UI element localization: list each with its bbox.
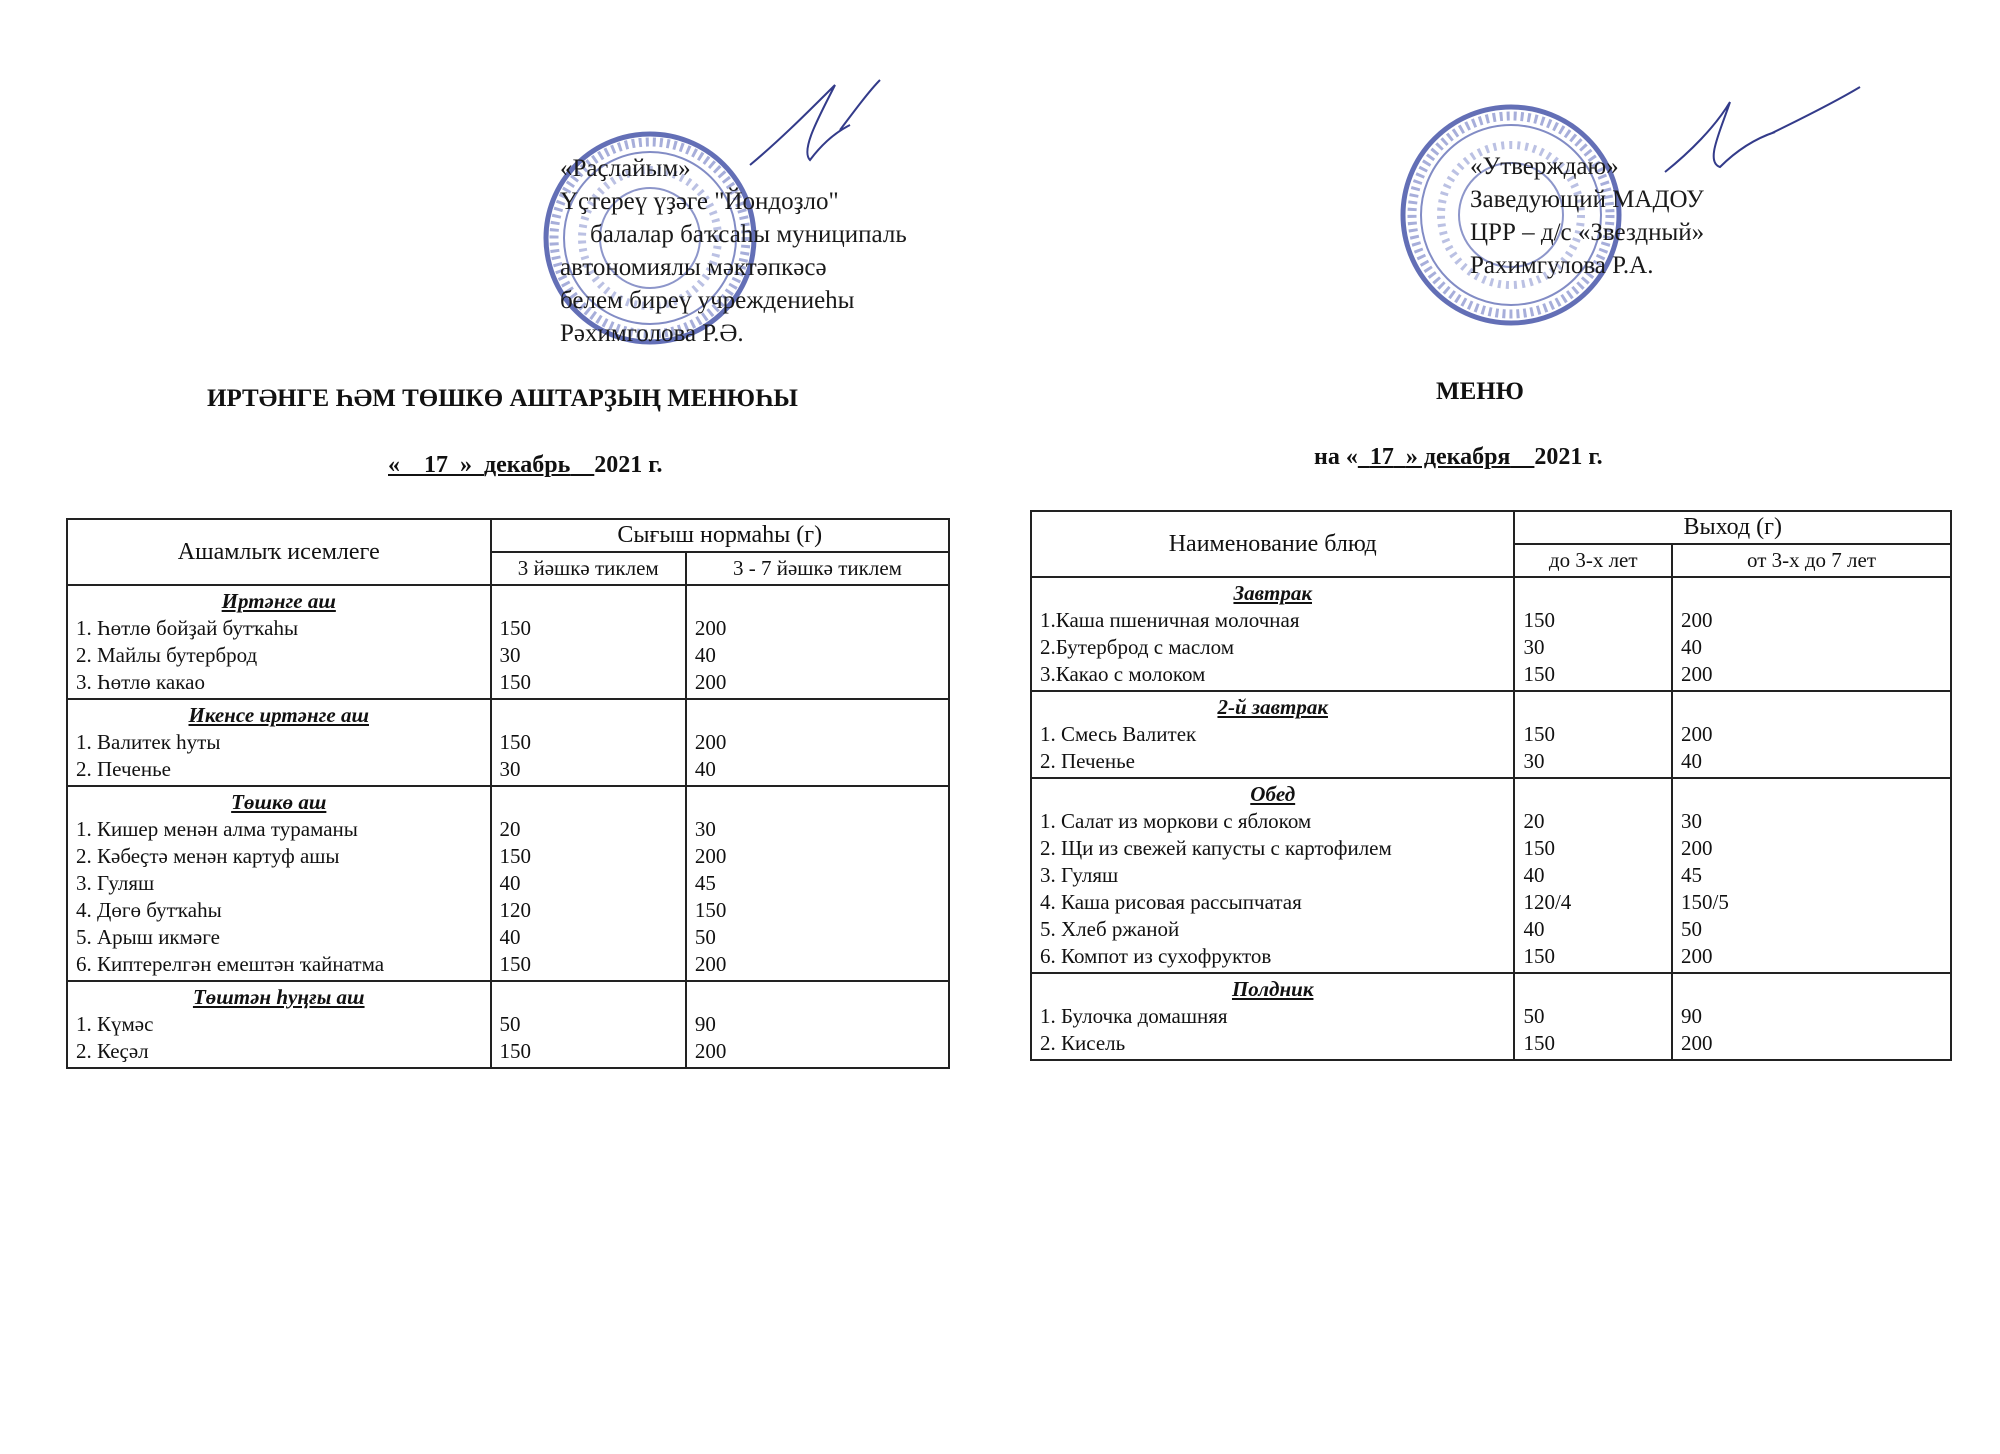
portion-value: 150 (499, 730, 531, 754)
portion-value: 200 (1681, 1031, 1713, 1055)
spacer (500, 789, 677, 816)
meal-dishes-cell (1031, 778, 1514, 973)
dish-item: 1. Кишер менән алма тураманы (76, 817, 358, 841)
menu-date-bashkir (388, 452, 663, 479)
spacer (500, 702, 677, 729)
spacer (500, 588, 677, 615)
portion-age1-cell (491, 981, 686, 1068)
portion-value: 40 (1681, 749, 1702, 773)
approval-line: белем биреү учреждениеһы (560, 287, 855, 314)
approval-line: автономиялы мәктәпкәсә (560, 254, 827, 281)
spacer (1681, 580, 1942, 607)
approval-block-bashkir (560, 152, 907, 350)
dish-item: 2. Майлы бутерброд (76, 643, 258, 667)
portion-value: 40 (1681, 635, 1702, 659)
header-age1: 3 йәшкә тиклем (491, 552, 686, 585)
portion-age1-cell (1514, 577, 1672, 691)
menu-rows (1031, 577, 1951, 1060)
portion-value: 200 (694, 730, 727, 754)
meal-dishes-cell (1031, 577, 1514, 691)
portion-value: 150 (1523, 662, 1555, 686)
dish-item: 1.Каша пшеничная молочная (1040, 608, 1300, 632)
portion-value: 150/5 (1681, 890, 1729, 914)
portion-value: 150 (499, 616, 531, 640)
menu-table-russian (1030, 510, 1952, 1061)
date-prefix: « (388, 452, 400, 478)
portion-value: 50 (1523, 1004, 1545, 1028)
dish-item: 2. Кисель (1040, 1031, 1126, 1055)
approval-block-russian (1470, 150, 1704, 282)
dish-item: 1. Булочка домашняя (1040, 1004, 1228, 1028)
menu-table-bashkir (66, 518, 950, 1069)
portion-value: 50 (1681, 917, 1702, 941)
spacer (695, 789, 940, 816)
portion-value: 30 (499, 757, 521, 781)
spacer (695, 702, 940, 729)
portion-age1-cell (1514, 973, 1672, 1060)
menu-title-bashkir: ИРТӘНГЕ ҺӘМ ТӨШКӨ АШТАРҘЫҢ МЕНЮҺЫ (207, 385, 798, 412)
portion-value: 30 (1681, 809, 1702, 833)
portion-value: 50 (694, 925, 716, 949)
portion-value: 150 (499, 952, 531, 976)
menu-date-russian (1314, 444, 1603, 471)
dish-item: 5. Арыш икмәге (76, 925, 220, 949)
portion-value: 40 (499, 871, 521, 895)
portion-age2-cell (1672, 778, 1951, 973)
header-age2: от 3-х до 7 лет (1672, 544, 1951, 577)
header-output: Выход (г) (1514, 511, 1951, 544)
portion-value: 30 (1523, 635, 1545, 659)
spacer (1681, 694, 1942, 721)
portion-value: 50 (499, 1012, 521, 1036)
meal-dishes-cell (67, 981, 491, 1068)
portion-age2-cell (1672, 691, 1951, 778)
portion-value: 45 (1681, 863, 1702, 887)
meal-dishes-cell (67, 699, 491, 786)
meal-section-title: Иртәнге аш (221, 589, 336, 613)
meal-section-title: Төшкө аш (231, 790, 327, 814)
portion-value: 40 (694, 757, 716, 781)
portion-value: 30 (499, 643, 521, 667)
date-month: декабрь (484, 452, 571, 478)
portion-value: 40 (694, 643, 716, 667)
meal-section-title: Завтрак (1233, 581, 1312, 605)
approval-line: Рәхимголова Р.Ә. (560, 320, 744, 347)
meal-section-row (1031, 778, 1951, 973)
dish-item: 6. Киптерелгән емештән ҡайнатма (76, 952, 385, 976)
portion-value: 40 (1523, 917, 1545, 941)
portion-age1-cell (491, 699, 686, 786)
portion-age2-cell (1672, 973, 1951, 1060)
header-age2: 3 - 7 йәшкә тиклем (686, 552, 949, 585)
portion-value: 90 (1681, 1004, 1702, 1028)
meal-dishes-cell (67, 585, 491, 699)
dish-item: 6. Компот из сухофруктов (1040, 944, 1272, 968)
date-mid: » декабря (1405, 444, 1511, 470)
portion-value: 200 (694, 616, 727, 640)
dish-item: 2.Бутерброд с маслом (1040, 635, 1235, 659)
header-dish: Наименование блюд (1031, 511, 1514, 577)
spacer (1523, 580, 1663, 607)
approval-line: Рахимгулова Р.А. (1470, 252, 1654, 279)
portion-value: 200 (1681, 944, 1713, 968)
portion-value: 200 (1681, 722, 1713, 746)
portion-value: 150 (694, 898, 727, 922)
portion-value: 200 (694, 1039, 727, 1063)
spacer (695, 984, 940, 1011)
portion-value: 150 (499, 1039, 531, 1063)
portion-age1-cell (491, 585, 686, 699)
date-prefix: на « (1314, 444, 1358, 470)
meal-section-row (1031, 691, 1951, 778)
meal-section-row (1031, 577, 1951, 691)
portion-value: 200 (694, 952, 727, 976)
dish-item: 2. Печенье (1040, 749, 1135, 773)
spacer (1523, 976, 1663, 1003)
meal-section-row (1031, 973, 1951, 1060)
dish-item: 2. Кәбеҫтә менән картуф ашы (76, 844, 340, 868)
dish-item: 3. Һөтлө какао (76, 670, 205, 694)
header-dish: Ашамлыҡ исемлеге (67, 519, 491, 585)
portion-age2-cell (1672, 577, 1951, 691)
meal-section-title: Төштән һуңғы аш (192, 985, 365, 1009)
portion-value: 200 (1681, 608, 1713, 632)
approval-line: Заведующий МАДОУ (1470, 186, 1704, 213)
portion-age2-cell (686, 981, 949, 1068)
dish-item: 3. Гуляш (76, 871, 155, 895)
date-day: 17 (424, 452, 448, 478)
portion-value: 200 (1681, 662, 1713, 686)
meal-dishes-cell (67, 786, 491, 981)
dish-item: 4. Дөгө бутҡаһы (76, 898, 222, 922)
portion-value: 40 (499, 925, 521, 949)
meal-section-title: Полдник (1231, 977, 1314, 1001)
date-year: 2021 г. (1534, 444, 1603, 470)
spacer (1681, 781, 1942, 808)
portion-value: 150 (1523, 722, 1555, 746)
meal-section-row (67, 585, 949, 699)
dish-item: 1. Валитек һуты (76, 730, 221, 754)
date-year: 2021 г. (594, 452, 663, 478)
portion-value: 120 (499, 898, 531, 922)
spacer (1523, 781, 1663, 808)
dish-item: 2. Щи из свежей капусты с картофилем (1040, 836, 1392, 860)
header-age1: до 3-х лет (1514, 544, 1672, 577)
spacer (1523, 694, 1663, 721)
spacer (695, 588, 940, 615)
portion-value: 150 (499, 844, 531, 868)
portion-value: 30 (694, 817, 716, 841)
meal-dishes-cell (1031, 973, 1514, 1060)
meal-section-row (67, 699, 949, 786)
approval-line: Үҫтереү үҙәге "Йондоҙло" (560, 188, 839, 215)
approval-line: балалар баҡсаһы муниципаль (590, 221, 907, 248)
approval-line: «Раҫлайым» (560, 155, 691, 182)
portion-value: 120/4 (1523, 890, 1572, 914)
approval-line: «Утверждаю» (1470, 153, 1619, 180)
portion-value: 150 (1523, 944, 1555, 968)
dish-item: 3. Гуляш (1040, 863, 1119, 887)
portion-age2-cell (686, 585, 949, 699)
portion-value: 90 (694, 1012, 716, 1036)
menu-title-russian: МЕНЮ (1436, 378, 1524, 405)
portion-value: 150 (1523, 1031, 1555, 1055)
dish-item: 4. Каша рисовая рассыпчатая (1040, 890, 1302, 914)
portion-age1-cell (1514, 691, 1672, 778)
dish-item: 1. Һөтлө бойҙай бутҡаһы (76, 616, 299, 640)
meal-section-title: Обед (1250, 782, 1296, 806)
portion-age1-cell (491, 786, 686, 981)
meal-section-title: 2-й завтрак (1217, 695, 1328, 719)
spacer (1681, 976, 1942, 1003)
portion-value: 30 (1523, 749, 1545, 773)
portion-value: 40 (1523, 863, 1545, 887)
meal-section-row (67, 981, 949, 1068)
portion-value: 150 (1523, 836, 1555, 860)
menu-rows (67, 585, 949, 1068)
meal-section-title: Икенсе иртәнге аш (188, 703, 369, 727)
date-day: 17 (1369, 444, 1394, 470)
portion-value: 200 (694, 670, 727, 694)
portion-value: 20 (1523, 809, 1545, 833)
dish-item: 1. Смесь Валитек (1040, 722, 1197, 746)
dish-item: 5. Хлеб ржаной (1040, 917, 1180, 941)
dish-item: 2. Кеҫәл (76, 1039, 149, 1063)
meal-dishes-cell (1031, 691, 1514, 778)
portion-value: 150 (499, 670, 531, 694)
portion-value: 45 (694, 871, 716, 895)
portion-value: 200 (694, 844, 727, 868)
dish-item: 2. Печенье (76, 757, 171, 781)
meal-section-row (67, 786, 949, 981)
portion-value: 20 (499, 817, 521, 841)
portion-value: 150 (1523, 608, 1555, 632)
spacer (500, 984, 677, 1011)
dish-item: 1. Салат из моркови с яблоком (1040, 809, 1312, 833)
dish-item: 1. Күмәс (76, 1012, 154, 1036)
approval-line: ЦРР – д/с «Звездный» (1470, 219, 1705, 246)
date-mid: » (460, 452, 472, 478)
portion-age1-cell (1514, 778, 1672, 973)
portion-age2-cell (686, 699, 949, 786)
dish-item: 3.Какао с молоком (1040, 662, 1206, 686)
header-output: Сығыш нормаһы (г) (491, 519, 950, 552)
portion-value: 200 (1681, 836, 1713, 860)
portion-age2-cell (686, 786, 949, 981)
